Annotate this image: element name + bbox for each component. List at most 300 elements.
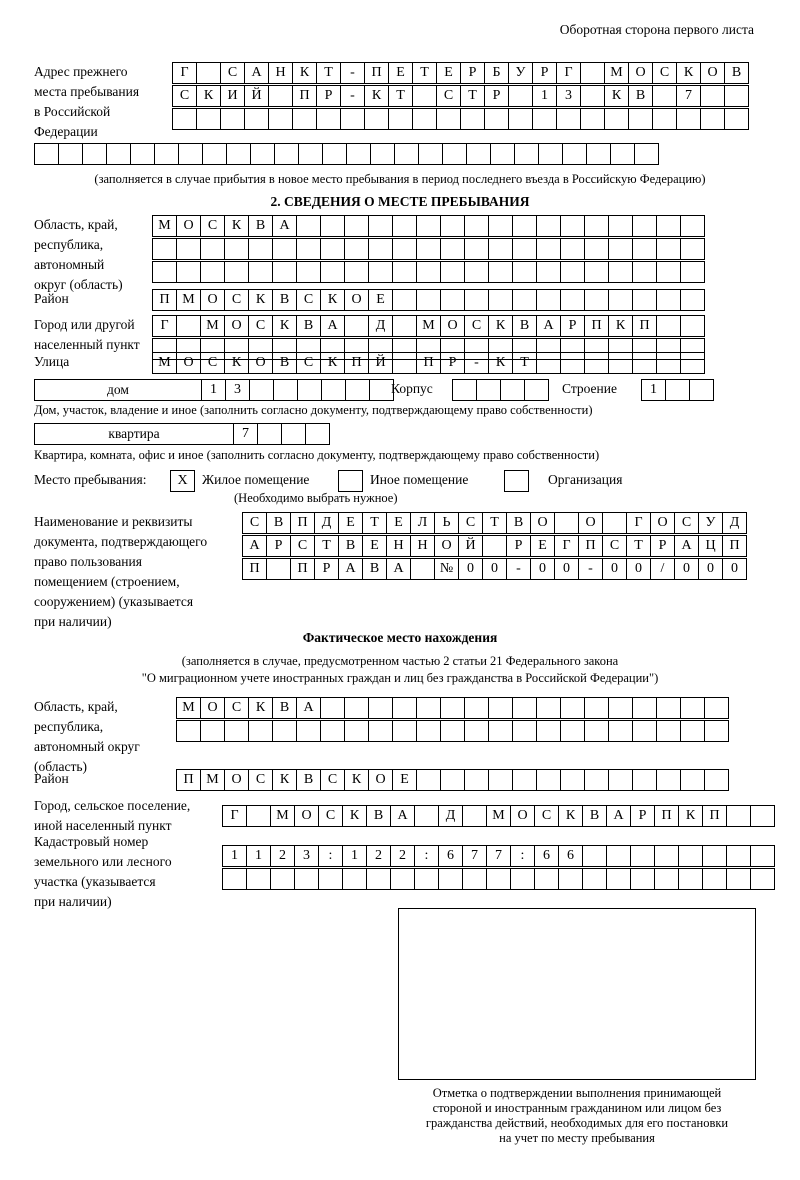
actual-city-cell-8[interactable]: А: [390, 805, 415, 827]
cadastral-cell-6[interactable]: 1: [342, 845, 367, 867]
document-cell-5[interactable]: Е: [338, 512, 363, 534]
prev-address-cell-13[interactable]: Т: [460, 85, 485, 107]
prev-address-cell-7[interactable]: [178, 143, 203, 165]
region-cell-6[interactable]: [272, 261, 297, 283]
document-cell-12[interactable]: В: [506, 512, 531, 534]
cadastral-cell-11[interactable]: 7: [462, 845, 487, 867]
cadastral-cell-22[interactable]: [726, 845, 751, 867]
prev-address-cell-6[interactable]: [154, 143, 179, 165]
prev-address-cell-20[interactable]: В: [628, 85, 653, 107]
district-cell-16[interactable]: [512, 289, 537, 311]
district-cell-17[interactable]: [536, 289, 561, 311]
prev-address-row-2[interactable]: [172, 85, 748, 107]
document-cell-16[interactable]: 0: [602, 558, 627, 580]
actual-region-cell-20[interactable]: [632, 697, 657, 719]
actual-city-cell-14[interactable]: С: [534, 805, 559, 827]
prev-address-cell-8[interactable]: [340, 108, 365, 130]
prev-address-cell-21[interactable]: [652, 85, 677, 107]
region-cell-22[interactable]: [656, 215, 681, 237]
actual-region-cell-5[interactable]: [272, 720, 297, 742]
prev-address-cell-14[interactable]: Б: [484, 62, 509, 84]
prev-address-cell-8[interactable]: -: [340, 85, 365, 107]
document-cell-16[interactable]: [602, 512, 627, 534]
cadastral-cell-14[interactable]: [534, 868, 559, 890]
cadastral-cell-7[interactable]: 2: [366, 845, 391, 867]
region-cell-8[interactable]: [320, 215, 345, 237]
region-cell-2[interactable]: [176, 261, 201, 283]
document-cell-11[interactable]: Т: [482, 512, 507, 534]
section2-city-row-1[interactable]: [152, 315, 704, 337]
actual-region-cell-18[interactable]: [584, 697, 609, 719]
document-cell-3[interactable]: С: [290, 535, 315, 557]
cadastral-cell-8[interactable]: 2: [390, 845, 415, 867]
prev-address-cell-7[interactable]: Т: [316, 62, 341, 84]
region-cell-12[interactable]: [416, 261, 441, 283]
prev-address-cell-9[interactable]: [364, 108, 389, 130]
district-cell-3[interactable]: О: [200, 289, 225, 311]
region-cell-1[interactable]: М: [152, 215, 177, 237]
actual-region-cell-13[interactable]: [464, 720, 489, 742]
prev-address-cell-18[interactable]: [580, 62, 605, 84]
region-cell-18[interactable]: [560, 215, 585, 237]
document-row-2[interactable]: [242, 535, 746, 557]
region-cell-10[interactable]: [368, 215, 393, 237]
city-cell-20[interactable]: К: [608, 315, 633, 337]
cadastral-cell-1[interactable]: [222, 868, 247, 890]
prev-address-cell-16[interactable]: [532, 108, 557, 130]
document-cell-5[interactable]: А: [338, 558, 363, 580]
house-cell-4[interactable]: [273, 379, 298, 401]
actual-region-row-2[interactable]: [176, 720, 728, 742]
actual-city-cell-6[interactable]: К: [342, 805, 367, 827]
region-cell-11[interactable]: [392, 261, 417, 283]
prev-address-cell-23[interactable]: О: [700, 62, 725, 84]
prev-address-cell-25[interactable]: [610, 143, 635, 165]
region-cell-5[interactable]: [248, 238, 273, 260]
region-cell-16[interactable]: [512, 215, 537, 237]
actual-region-cell-10[interactable]: [392, 720, 417, 742]
house-cell-7[interactable]: [345, 379, 370, 401]
street-cell-8[interactable]: К: [320, 352, 345, 374]
prev-address-cell-18[interactable]: [442, 143, 467, 165]
actual-region-cell-10[interactable]: [392, 697, 417, 719]
prev-address-cell-15[interactable]: [508, 85, 533, 107]
prev-address-cell-5[interactable]: [130, 143, 155, 165]
document-cell-2[interactable]: [266, 558, 291, 580]
document-cell-17[interactable]: Т: [626, 535, 651, 557]
document-cell-6[interactable]: В: [362, 558, 387, 580]
region-cell-20[interactable]: [608, 261, 633, 283]
actual-district-cell-21[interactable]: [656, 769, 681, 791]
korpus-cell-1[interactable]: [452, 379, 477, 401]
street-cell-15[interactable]: К: [488, 352, 513, 374]
cadastral-cell-16[interactable]: [582, 845, 607, 867]
prev-address-cell-4[interactable]: [244, 108, 269, 130]
prev-address-cell-15[interactable]: У: [508, 62, 533, 84]
prev-address-cell-15[interactable]: [370, 143, 395, 165]
region-cell-23[interactable]: [680, 238, 705, 260]
actual-city-cell-10[interactable]: Д: [438, 805, 463, 827]
document-cell-10[interactable]: 0: [458, 558, 483, 580]
actual-region-cell-17[interactable]: [560, 697, 585, 719]
document-cell-10[interactable]: Й: [458, 535, 483, 557]
actual-district-cell-19[interactable]: [608, 769, 633, 791]
house-cell-3[interactable]: [249, 379, 274, 401]
actual-region-cell-4[interactable]: [248, 720, 273, 742]
region-cell-18[interactable]: [560, 238, 585, 260]
document-cell-6[interactable]: Е: [362, 535, 387, 557]
document-cell-18[interactable]: Р: [650, 535, 675, 557]
document-cell-4[interactable]: Д: [314, 512, 339, 534]
prev-address-cell-12[interactable]: [436, 108, 461, 130]
document-cell-7[interactable]: Н: [386, 535, 411, 557]
actual-region-cell-21[interactable]: [656, 697, 681, 719]
region-cell-3[interactable]: С: [200, 215, 225, 237]
district-cell-21[interactable]: [632, 289, 657, 311]
cadastral-cell-15[interactable]: 6: [558, 845, 583, 867]
prev-address-cell-11[interactable]: [274, 143, 299, 165]
prev-address-cell-10[interactable]: Т: [388, 85, 413, 107]
district-cell-18[interactable]: [560, 289, 585, 311]
street-cell-6[interactable]: В: [272, 352, 297, 374]
prev-address-cell-24[interactable]: [724, 85, 749, 107]
region-cell-1[interactable]: [152, 238, 177, 260]
prev-address-cell-21[interactable]: С: [652, 62, 677, 84]
prev-address-cell-19[interactable]: [604, 108, 629, 130]
actual-region-cell-6[interactable]: А: [296, 697, 321, 719]
actual-district-cell-11[interactable]: [416, 769, 441, 791]
actual-city-cell-18[interactable]: Р: [630, 805, 655, 827]
region-cell-1[interactable]: [152, 261, 177, 283]
prev-address-cell-11[interactable]: Т: [412, 62, 437, 84]
house-cells[interactable]: [201, 379, 393, 401]
actual-region-cell-22[interactable]: [680, 697, 705, 719]
region-cell-7[interactable]: [296, 215, 321, 237]
region-cell-7[interactable]: [296, 261, 321, 283]
actual-district-cell-13[interactable]: [464, 769, 489, 791]
region-cell-2[interactable]: О: [176, 215, 201, 237]
city-cell-12[interactable]: М: [416, 315, 441, 337]
actual-region-cell-20[interactable]: [632, 720, 657, 742]
prev-address-cell-10[interactable]: [388, 108, 413, 130]
prev-address-cell-14[interactable]: [484, 108, 509, 130]
street-cell-1[interactable]: М: [152, 352, 177, 374]
cadastral-cell-23[interactable]: [750, 845, 775, 867]
district-cell-23[interactable]: [680, 289, 705, 311]
region-cell-4[interactable]: [224, 261, 249, 283]
prev-address-cell-20[interactable]: [628, 108, 653, 130]
prev-address-cell-2[interactable]: [196, 108, 221, 130]
cadastral-cell-19[interactable]: [654, 845, 679, 867]
district-cell-7[interactable]: С: [296, 289, 321, 311]
prev-address-cell-9[interactable]: К: [364, 85, 389, 107]
actual-district-cell-7[interactable]: С: [320, 769, 345, 791]
document-cell-5[interactable]: В: [338, 535, 363, 557]
region-cell-20[interactable]: [608, 215, 633, 237]
actual-region-cell-6[interactable]: [296, 720, 321, 742]
city-cell-16[interactable]: В: [512, 315, 537, 337]
street-cell-13[interactable]: Р: [440, 352, 465, 374]
actual-region-cell-9[interactable]: [368, 697, 393, 719]
district-cell-9[interactable]: О: [344, 289, 369, 311]
section2-region-row-1[interactable]: [152, 215, 704, 237]
cadastral-cell-7[interactable]: [366, 868, 391, 890]
cadastral-cell-18[interactable]: [630, 868, 655, 890]
actual-region-cell-21[interactable]: [656, 720, 681, 742]
cadastral-cell-9[interactable]: [414, 868, 439, 890]
district-cell-15[interactable]: [488, 289, 513, 311]
house-cell-2[interactable]: 3: [225, 379, 250, 401]
prev-address-cell-5[interactable]: Н: [268, 62, 293, 84]
document-row-1[interactable]: [242, 512, 746, 534]
prev-address-cell-10[interactable]: Е: [388, 62, 413, 84]
prev-address-cell-23[interactable]: [562, 143, 587, 165]
actual-region-cell-9[interactable]: [368, 720, 393, 742]
prev-address-cell-11[interactable]: [412, 85, 437, 107]
section2-region-row-3[interactable]: [152, 261, 704, 283]
cadastral-cell-21[interactable]: [702, 845, 727, 867]
actual-region-cell-14[interactable]: [488, 720, 513, 742]
prev-address-cell-24[interactable]: В: [724, 62, 749, 84]
prev-address-cell-17[interactable]: [556, 108, 581, 130]
actual-city-cell-20[interactable]: К: [678, 805, 703, 827]
actual-district-cell-18[interactable]: [584, 769, 609, 791]
actual-region-cell-19[interactable]: [608, 697, 633, 719]
actual-region-cell-14[interactable]: [488, 697, 513, 719]
actual-city-cell-17[interactable]: А: [606, 805, 631, 827]
document-row-3[interactable]: [242, 558, 746, 580]
actual-city-cell-21[interactable]: П: [702, 805, 727, 827]
cadastral-cell-18[interactable]: [630, 845, 655, 867]
prev-address-cell-18[interactable]: [580, 108, 605, 130]
actual-district-cell-9[interactable]: О: [368, 769, 393, 791]
actual-region-cell-11[interactable]: [416, 720, 441, 742]
prev-address-cell-23[interactable]: [700, 108, 725, 130]
street-cell-20[interactable]: [608, 352, 633, 374]
region-cell-11[interactable]: [392, 215, 417, 237]
region-cell-6[interactable]: А: [272, 215, 297, 237]
district-cell-12[interactable]: [416, 289, 441, 311]
city-cell-15[interactable]: К: [488, 315, 513, 337]
prev-address-cell-13[interactable]: Р: [460, 62, 485, 84]
cadastral-cell-9[interactable]: :: [414, 845, 439, 867]
actual-region-cell-3[interactable]: [224, 720, 249, 742]
document-cell-21[interactable]: П: [722, 535, 747, 557]
actual-region-cell-15[interactable]: [512, 720, 537, 742]
region-cell-16[interactable]: [512, 261, 537, 283]
prev-address-cell-22[interactable]: [676, 108, 701, 130]
prev-address-cell-16[interactable]: [394, 143, 419, 165]
actual-city-cell-19[interactable]: П: [654, 805, 679, 827]
prev-address-cell-24[interactable]: [586, 143, 611, 165]
prev-address-cell-6[interactable]: [292, 108, 317, 130]
document-cell-15[interactable]: О: [578, 512, 603, 534]
region-cell-5[interactable]: В: [248, 215, 273, 237]
city-cell-21[interactable]: П: [632, 315, 657, 337]
section2-district-row[interactable]: [152, 289, 704, 311]
district-cell-8[interactable]: К: [320, 289, 345, 311]
stay-type-checkbox-residential[interactable]: X: [170, 470, 195, 492]
document-cell-7[interactable]: А: [386, 558, 411, 580]
document-cell-19[interactable]: С: [674, 512, 699, 534]
prev-address-cell-26[interactable]: [634, 143, 659, 165]
actual-district-cell-1[interactable]: П: [176, 769, 201, 791]
street-cell-23[interactable]: [680, 352, 705, 374]
prev-address-cell-2[interactable]: [196, 62, 221, 84]
actual-region-cell-5[interactable]: В: [272, 697, 297, 719]
city-cell-19[interactable]: П: [584, 315, 609, 337]
document-cell-11[interactable]: 0: [482, 558, 507, 580]
actual-region-cell-1[interactable]: М: [176, 697, 201, 719]
document-cell-13[interactable]: Е: [530, 535, 555, 557]
cadastral-cell-13[interactable]: [510, 868, 535, 890]
flat-cell-2[interactable]: [257, 423, 282, 445]
document-cell-13[interactable]: О: [530, 512, 555, 534]
prev-address-cell-22[interactable]: 7: [676, 85, 701, 107]
document-cell-4[interactable]: Р: [314, 558, 339, 580]
cadastral-cell-4[interactable]: 3: [294, 845, 319, 867]
actual-region-cell-23[interactable]: [704, 720, 729, 742]
document-cell-19[interactable]: А: [674, 535, 699, 557]
section2-region-row-2[interactable]: [152, 238, 704, 260]
cadastral-row-1[interactable]: [222, 845, 774, 867]
cadastral-cell-2[interactable]: [246, 868, 271, 890]
district-cell-1[interactable]: П: [152, 289, 177, 311]
city-cell-14[interactable]: С: [464, 315, 489, 337]
region-cell-15[interactable]: [488, 215, 513, 237]
actual-region-cell-18[interactable]: [584, 720, 609, 742]
korpus-cell-4[interactable]: [524, 379, 549, 401]
prev-address-cell-12[interactable]: [298, 143, 323, 165]
actual-region-cell-16[interactable]: [536, 720, 561, 742]
region-cell-21[interactable]: [632, 261, 657, 283]
prev-address-cell-2[interactable]: [58, 143, 83, 165]
prev-address-cell-21[interactable]: [514, 143, 539, 165]
actual-city-row[interactable]: [222, 805, 774, 827]
region-cell-14[interactable]: [464, 238, 489, 260]
city-cell-22[interactable]: [656, 315, 681, 337]
actual-region-cell-1[interactable]: [176, 720, 201, 742]
flat-cell-4[interactable]: [305, 423, 330, 445]
cadastral-cell-12[interactable]: [486, 868, 511, 890]
region-cell-20[interactable]: [608, 238, 633, 260]
cadastral-cell-22[interactable]: [726, 868, 751, 890]
flat-cells[interactable]: [233, 423, 329, 445]
document-cell-1[interactable]: С: [242, 512, 267, 534]
prev-address-cell-17[interactable]: [418, 143, 443, 165]
prev-address-cell-3[interactable]: И: [220, 85, 245, 107]
cadastral-cell-13[interactable]: :: [510, 845, 535, 867]
prev-address-row-4[interactable]: [34, 143, 658, 165]
actual-city-cell-9[interactable]: [414, 805, 439, 827]
city-cell-8[interactable]: А: [320, 315, 345, 337]
stroenie-cell-3[interactable]: [689, 379, 714, 401]
actual-region-cell-13[interactable]: [464, 697, 489, 719]
stamp-box[interactable]: [398, 908, 756, 1080]
region-cell-22[interactable]: [656, 238, 681, 260]
region-cell-14[interactable]: [464, 261, 489, 283]
cadastral-cell-1[interactable]: 1: [222, 845, 247, 867]
document-cell-18[interactable]: О: [650, 512, 675, 534]
actual-region-cell-3[interactable]: С: [224, 697, 249, 719]
region-cell-15[interactable]: [488, 261, 513, 283]
actual-region-cell-12[interactable]: [440, 697, 465, 719]
stroenie-cell-2[interactable]: [665, 379, 690, 401]
street-cell-2[interactable]: О: [176, 352, 201, 374]
region-cell-10[interactable]: [368, 261, 393, 283]
city-cell-3[interactable]: М: [200, 315, 225, 337]
cadastral-cell-2[interactable]: 1: [246, 845, 271, 867]
cadastral-cell-8[interactable]: [390, 868, 415, 890]
region-cell-3[interactable]: [200, 261, 225, 283]
cadastral-cell-11[interactable]: [462, 868, 487, 890]
cadastral-cell-17[interactable]: [606, 845, 631, 867]
region-cell-19[interactable]: [584, 215, 609, 237]
document-cell-17[interactable]: 0: [626, 558, 651, 580]
street-cell-21[interactable]: [632, 352, 657, 374]
prev-address-cell-7[interactable]: Р: [316, 85, 341, 107]
street-cell-17[interactable]: [536, 352, 561, 374]
region-cell-13[interactable]: [440, 215, 465, 237]
stay-type-checkbox-organization[interactable]: [504, 470, 529, 492]
street-cell-22[interactable]: [656, 352, 681, 374]
house-cell-1[interactable]: 1: [201, 379, 226, 401]
document-cell-13[interactable]: 0: [530, 558, 555, 580]
prev-address-cell-1[interactable]: Г: [172, 62, 197, 84]
region-cell-6[interactable]: [272, 238, 297, 260]
street-cell-14[interactable]: -: [464, 352, 489, 374]
document-cell-3[interactable]: П: [290, 558, 315, 580]
actual-district-cell-6[interactable]: В: [296, 769, 321, 791]
region-cell-7[interactable]: [296, 238, 321, 260]
region-cell-22[interactable]: [656, 261, 681, 283]
city-cell-7[interactable]: В: [296, 315, 321, 337]
actual-region-cell-2[interactable]: О: [200, 697, 225, 719]
actual-city-cell-22[interactable]: [726, 805, 751, 827]
region-cell-17[interactable]: [536, 215, 561, 237]
region-cell-21[interactable]: [632, 238, 657, 260]
prev-address-cell-3[interactable]: С: [220, 62, 245, 84]
prev-address-cell-20[interactable]: О: [628, 62, 653, 84]
actual-city-cell-3[interactable]: М: [270, 805, 295, 827]
region-cell-16[interactable]: [512, 238, 537, 260]
region-cell-4[interactable]: [224, 238, 249, 260]
prev-address-cell-1[interactable]: С: [172, 85, 197, 107]
actual-region-cell-12[interactable]: [440, 720, 465, 742]
prev-address-cell-17[interactable]: 3: [556, 85, 581, 107]
actual-region-cell-2[interactable]: [200, 720, 225, 742]
cadastral-cell-15[interactable]: [558, 868, 583, 890]
district-cell-22[interactable]: [656, 289, 681, 311]
city-cell-10[interactable]: Д: [368, 315, 393, 337]
prev-address-cell-11[interactable]: [412, 108, 437, 130]
actual-region-cell-7[interactable]: [320, 720, 345, 742]
house-cell-5[interactable]: [297, 379, 322, 401]
document-cell-10[interactable]: С: [458, 512, 483, 534]
stay-type-checkbox-other[interactable]: [338, 470, 363, 492]
city-cell-4[interactable]: О: [224, 315, 249, 337]
actual-region-cell-23[interactable]: [704, 697, 729, 719]
document-cell-20[interactable]: Ц: [698, 535, 723, 557]
district-cell-10[interactable]: Е: [368, 289, 393, 311]
actual-district-cell-10[interactable]: Е: [392, 769, 417, 791]
prev-address-cell-3[interactable]: [220, 108, 245, 130]
district-cell-11[interactable]: [392, 289, 417, 311]
cadastral-cell-14[interactable]: 6: [534, 845, 559, 867]
prev-address-cell-6[interactable]: К: [292, 62, 317, 84]
region-cell-4[interactable]: К: [224, 215, 249, 237]
document-cell-7[interactable]: Е: [386, 512, 411, 534]
